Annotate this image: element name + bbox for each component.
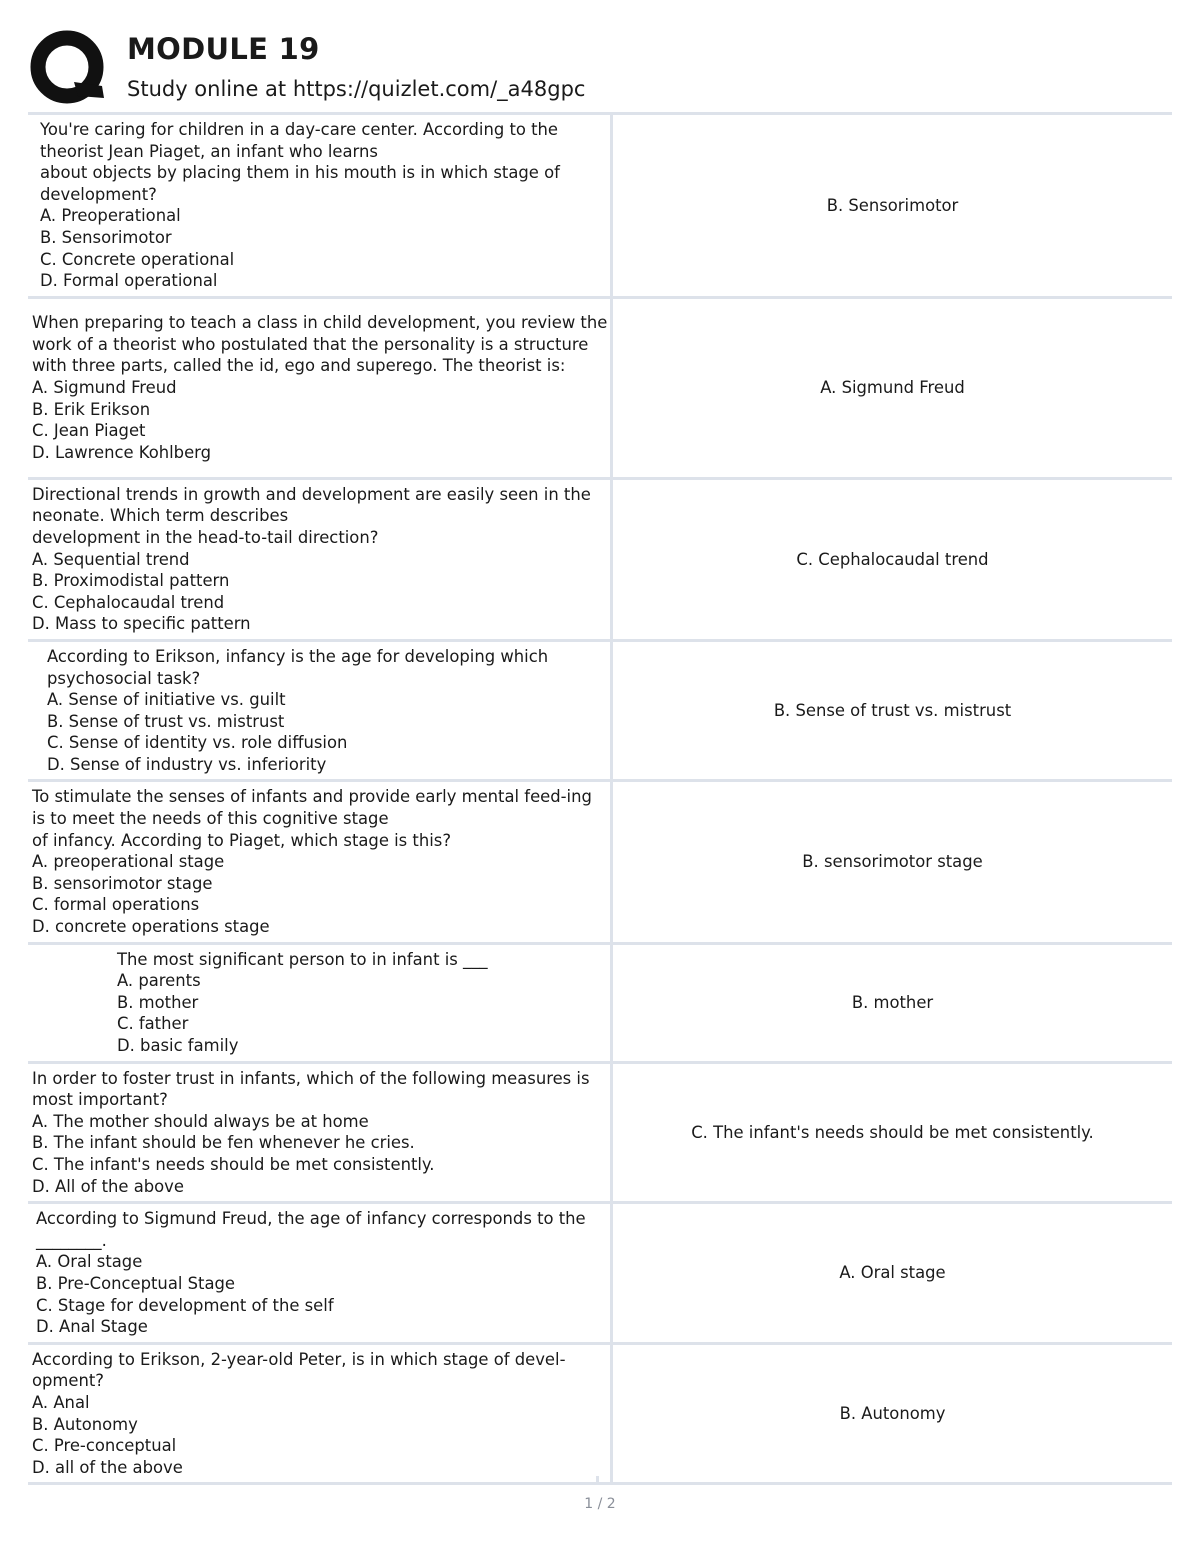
flashcard-row	[28, 1203, 1172, 1344]
card-definition: B. Autonomy	[612, 1343, 1173, 1484]
study-link[interactable]: Study online at https://quizlet.com/_a48gpc	[127, 77, 586, 101]
flashcard-row	[28, 781, 1172, 943]
card-term: In order to foster trust in infants, which of the following measures is most important? A. The mother should always be at home B. The infant should be fen whenever he cries. C. The infant's needs should be met consistently. D. All of the above	[28, 1062, 612, 1203]
flashcard-row	[28, 297, 1172, 478]
card-term: You're caring for children in a day-care center. According to the theorist Jean Piaget, an infant who learns about objects by placing them in his mouth is in which stage of development? A. Preoperational B. Sensorimotor C. Concrete operational D. Formal operational	[28, 114, 612, 298]
card-term: Directional trends in growth and development are easily seen in the neonate. Which term describes development in the head-to-tail direction? A. Sequential trend B. Proximodistal pattern C. Cephalocaudal trend D. Mass to specific pattern	[28, 478, 612, 640]
card-definition: B. Sense of trust vs. mistrust	[612, 640, 1173, 781]
page-number: 1 / 2	[584, 1496, 616, 1512]
card-definition: A. Sigmund Freud	[612, 297, 1173, 478]
card-definition: C. The infant's needs should be met consistently.	[612, 1062, 1173, 1203]
card-term: According to Erikson, 2-year-old Peter, is in which stage of devel-opment? A. Anal B. Autonomy C. Pre-conceptual D. all of the above	[28, 1343, 612, 1484]
flashcard-row	[28, 478, 1172, 640]
card-term: To stimulate the senses of infants and provide early mental feed-ing is to meet the needs of this cognitive stage of infancy. According to Piaget, which stage is this? A. preoperational stage B. sensorimotor stage C. formal operations D. concrete operations stage	[28, 781, 612, 943]
card-definition: B. sensorimotor stage	[612, 781, 1173, 943]
flashcard-row	[28, 114, 1172, 298]
flashcard-row	[28, 1062, 1172, 1203]
flashcard-row	[28, 640, 1172, 781]
flashcard-row	[28, 1343, 1172, 1484]
card-term: According to Erikson, infancy is the age for developing which psychosocial task? A. Sense of initiative vs. guilt B. Sense of trust vs. mistrust C. Sense of identity vs. role diffusion D. Sense of industry vs. inferiority	[28, 640, 612, 781]
card-term: According to Sigmund Freud, the age of infancy corresponds to the ________. A. Oral stage B. Pre-Conceptual Stage C. Stage for development of the self D. Anal Stage	[28, 1203, 612, 1344]
flashcard-row	[28, 943, 1172, 1062]
card-definition: B. Sensorimotor	[612, 114, 1173, 298]
column-divider-tail	[596, 1476, 599, 1484]
quizlet-logo-icon	[30, 30, 108, 108]
flashcard-table	[28, 112, 1172, 1485]
card-term: The most significant person to in infant is ___ A. parents B. mother C. father D. basic family	[28, 943, 612, 1062]
page-title: MODULE 19	[127, 32, 320, 66]
page-header	[30, 28, 1180, 110]
card-definition: B. mother	[612, 943, 1173, 1062]
card-definition: C. Cephalocaudal trend	[612, 478, 1173, 640]
card-term: When preparing to teach a class in child development, you review the work of a theorist who postulated that the personality is a structure with three parts, called the id, ego and superego. The theorist is: A. Sigmund Freud B. Erik Erikson C. Jean Piaget D. Lawrence Kohlberg	[28, 297, 612, 478]
card-definition: A. Oral stage	[612, 1203, 1173, 1344]
